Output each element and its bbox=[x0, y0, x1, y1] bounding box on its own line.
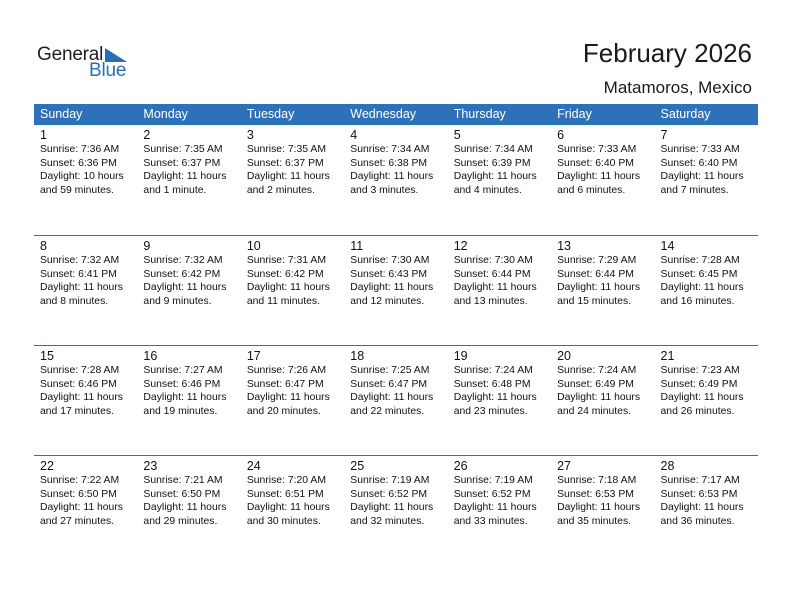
sunrise-text: Sunrise: 7:20 AM bbox=[246, 475, 326, 486]
sunrise-text: Sunrise: 7:29 AM bbox=[557, 255, 637, 266]
daylight-text: Daylight: 11 hours bbox=[557, 392, 641, 404]
day-number: 15 bbox=[40, 349, 54, 363]
day-number: 24 bbox=[246, 459, 261, 473]
sunrise-text: Sunrise: 7:24 AM bbox=[453, 365, 533, 376]
daylight-text: Daylight: 11 hours bbox=[40, 282, 123, 294]
daylight-text: Daylight: 11 hours bbox=[246, 282, 330, 294]
day-cell bbox=[448, 235, 551, 345]
sunset-text: Sunset: 6:40 PM bbox=[557, 157, 634, 169]
day-number: 14 bbox=[660, 239, 675, 253]
sunrise-text: Sunrise: 7:24 AM bbox=[557, 365, 637, 376]
day-number: 3 bbox=[246, 128, 254, 142]
day-cell bbox=[344, 125, 447, 235]
daylight-text: Daylight: 11 hours bbox=[143, 392, 227, 404]
day-number: 5 bbox=[453, 128, 461, 142]
day-cell bbox=[34, 235, 137, 345]
daylight-text: Daylight: 11 hours bbox=[246, 392, 330, 404]
day-number: 1 bbox=[40, 128, 47, 142]
sunrise-text: Sunrise: 7:34 AM bbox=[453, 144, 533, 155]
daylight-text: Daylight: 11 hours bbox=[660, 392, 744, 404]
sunrise-text: Sunrise: 7:32 AM bbox=[40, 255, 120, 266]
sunset-text: Sunset: 6:41 PM bbox=[40, 268, 117, 280]
sunrise-text: Sunrise: 7:25 AM bbox=[350, 365, 430, 376]
day-cell bbox=[551, 235, 654, 345]
sunrise-text: Sunrise: 7:36 AM bbox=[40, 144, 120, 155]
day-number: 7 bbox=[660, 128, 668, 142]
sunset-text: Sunset: 6:42 PM bbox=[246, 268, 324, 280]
daylight-minutes-text: and 30 minutes. bbox=[246, 515, 321, 527]
day-cell bbox=[34, 345, 137, 455]
daylight-minutes-text: and 2 minutes. bbox=[246, 184, 316, 196]
day-cell bbox=[551, 345, 654, 455]
sunset-text: Sunset: 6:50 PM bbox=[40, 488, 117, 500]
sunrise-text: Sunrise: 7:28 AM bbox=[40, 365, 120, 376]
daylight-minutes-text: and 22 minutes. bbox=[350, 405, 425, 417]
daylight-text: Daylight: 11 hours bbox=[557, 282, 641, 294]
day-number: 4 bbox=[350, 128, 358, 142]
location-label: Matamoros, Mexico bbox=[603, 78, 752, 97]
day-number: 13 bbox=[557, 239, 572, 253]
page-title: February 2026 bbox=[582, 38, 752, 68]
sunset-text: Sunset: 6:46 PM bbox=[143, 378, 221, 390]
sunrise-text: Sunrise: 7:31 AM bbox=[246, 255, 326, 266]
daylight-text: Daylight: 11 hours bbox=[453, 392, 537, 404]
day-cell bbox=[137, 235, 240, 345]
daylight-minutes-text: and 7 minutes. bbox=[660, 184, 729, 196]
sunset-text: Sunset: 6:53 PM bbox=[557, 488, 634, 500]
sunrise-text: Sunrise: 7:28 AM bbox=[660, 255, 740, 266]
daylight-minutes-text: and 33 minutes. bbox=[453, 515, 528, 527]
day-number: 2 bbox=[143, 128, 151, 142]
daylight-text: Daylight: 11 hours bbox=[246, 502, 330, 514]
daylight-text: Daylight: 11 hours bbox=[143, 502, 227, 514]
day-number: 16 bbox=[143, 349, 158, 363]
sunrise-text: Sunrise: 7:30 AM bbox=[350, 255, 430, 266]
week-row bbox=[34, 125, 758, 235]
day-cell bbox=[551, 125, 654, 235]
daylight-minutes-text: and 27 minutes. bbox=[40, 515, 114, 527]
day-number: 25 bbox=[350, 459, 365, 473]
sunset-text: Sunset: 6:43 PM bbox=[350, 268, 428, 280]
weekday-thursday: Thursday bbox=[453, 107, 506, 121]
day-cell bbox=[344, 455, 447, 565]
sunset-text: Sunset: 6:36 PM bbox=[40, 157, 117, 169]
daylight-text: Daylight: 11 hours bbox=[453, 171, 537, 183]
sunset-text: Sunset: 6:40 PM bbox=[660, 157, 738, 169]
daylight-text: Daylight: 11 hours bbox=[557, 171, 641, 183]
sunset-text: Sunset: 6:49 PM bbox=[660, 378, 738, 390]
day-cell bbox=[137, 125, 240, 235]
sunset-text: Sunset: 6:46 PM bbox=[40, 378, 117, 390]
sunrise-text: Sunrise: 7:27 AM bbox=[143, 365, 223, 376]
day-number: 26 bbox=[453, 459, 468, 473]
sunrise-text: Sunrise: 7:33 AM bbox=[660, 144, 740, 155]
day-cell bbox=[344, 345, 447, 455]
daylight-text: Daylight: 11 hours bbox=[350, 171, 434, 183]
day-cell bbox=[448, 125, 551, 235]
sunrise-text: Sunrise: 7:26 AM bbox=[246, 365, 326, 376]
weeks-container bbox=[34, 125, 758, 565]
sunrise-text: Sunrise: 7:34 AM bbox=[350, 144, 430, 155]
sunset-text: Sunset: 6:37 PM bbox=[143, 157, 221, 169]
day-cell bbox=[241, 345, 344, 455]
daylight-text: Daylight: 11 hours bbox=[40, 392, 123, 404]
sunset-text: Sunset: 6:45 PM bbox=[660, 268, 738, 280]
weekday-wednesday: Wednesday bbox=[350, 107, 417, 121]
daylight-text: Daylight: 11 hours bbox=[40, 502, 123, 514]
day-number: 23 bbox=[143, 459, 158, 473]
daylight-minutes-text: and 8 minutes. bbox=[40, 295, 109, 307]
daylight-minutes-text: and 36 minutes. bbox=[660, 515, 735, 527]
daylight-minutes-text: and 59 minutes. bbox=[40, 184, 114, 196]
day-cell bbox=[137, 345, 240, 455]
day-cell bbox=[34, 455, 137, 565]
daylight-text: Daylight: 10 hours bbox=[40, 171, 124, 183]
week-row bbox=[34, 455, 758, 565]
sunset-text: Sunset: 6:47 PM bbox=[246, 378, 324, 390]
day-number: 8 bbox=[40, 239, 47, 253]
weekday-saturday: Saturday bbox=[660, 107, 711, 121]
sunset-text: Sunset: 6:52 PM bbox=[350, 488, 428, 500]
daylight-minutes-text: and 26 minutes. bbox=[660, 405, 735, 417]
weekday-tuesday: Tuesday bbox=[246, 107, 295, 121]
daylight-text: Daylight: 11 hours bbox=[350, 392, 434, 404]
daylight-minutes-text: and 11 minutes. bbox=[246, 295, 321, 307]
daylight-text: Daylight: 11 hours bbox=[660, 171, 744, 183]
sunrise-text: Sunrise: 7:17 AM bbox=[660, 475, 740, 486]
daylight-text: Daylight: 11 hours bbox=[453, 282, 537, 294]
day-number: 12 bbox=[453, 239, 468, 253]
day-cell bbox=[241, 455, 344, 565]
day-number: 19 bbox=[453, 349, 468, 363]
sunrise-text: Sunrise: 7:18 AM bbox=[557, 475, 637, 486]
daylight-text: Daylight: 11 hours bbox=[350, 282, 434, 294]
day-cell bbox=[655, 235, 758, 345]
logo bbox=[37, 44, 137, 80]
sunrise-text: Sunrise: 7:19 AM bbox=[350, 475, 430, 486]
daylight-text: Daylight: 11 hours bbox=[660, 502, 744, 514]
day-number: 17 bbox=[246, 349, 261, 363]
sunset-text: Sunset: 6:51 PM bbox=[246, 488, 324, 500]
daylight-minutes-text: and 23 minutes. bbox=[453, 405, 528, 417]
daylight-minutes-text: and 29 minutes. bbox=[143, 515, 218, 527]
daylight-minutes-text: and 12 minutes. bbox=[350, 295, 425, 307]
daylight-minutes-text: and 9 minutes. bbox=[143, 295, 212, 307]
sunrise-text: Sunrise: 7:35 AM bbox=[143, 144, 223, 155]
daylight-minutes-text: and 6 minutes. bbox=[557, 184, 626, 196]
day-cell bbox=[34, 125, 137, 235]
day-cell bbox=[241, 125, 344, 235]
daylight-minutes-text: and 16 minutes. bbox=[660, 295, 735, 307]
day-number: 28 bbox=[660, 459, 675, 473]
weekday-header bbox=[34, 104, 758, 125]
sunset-text: Sunset: 6:44 PM bbox=[453, 268, 531, 280]
day-number: 27 bbox=[557, 459, 572, 473]
day-number: 18 bbox=[350, 349, 365, 363]
day-number: 10 bbox=[246, 239, 261, 253]
sunrise-text: Sunrise: 7:35 AM bbox=[246, 144, 326, 155]
day-cell bbox=[241, 235, 344, 345]
weekday-monday: Monday bbox=[143, 107, 188, 121]
sunrise-text: Sunrise: 7:19 AM bbox=[453, 475, 533, 486]
daylight-text: Daylight: 11 hours bbox=[143, 171, 227, 183]
sunset-text: Sunset: 6:37 PM bbox=[246, 157, 324, 169]
day-cell bbox=[448, 345, 551, 455]
daylight-text: Daylight: 11 hours bbox=[453, 502, 537, 514]
daylight-minutes-text: and 24 minutes. bbox=[557, 405, 632, 417]
daylight-minutes-text: and 4 minutes. bbox=[453, 184, 522, 196]
sunset-text: Sunset: 6:38 PM bbox=[350, 157, 428, 169]
sunrise-text: Sunrise: 7:32 AM bbox=[143, 255, 223, 266]
day-number: 11 bbox=[350, 239, 364, 253]
week-row bbox=[34, 235, 758, 345]
sunset-text: Sunset: 6:44 PM bbox=[557, 268, 634, 280]
sunset-text: Sunset: 6:50 PM bbox=[143, 488, 221, 500]
day-cell bbox=[448, 455, 551, 565]
sunrise-text: Sunrise: 7:30 AM bbox=[453, 255, 533, 266]
daylight-minutes-text: and 13 minutes. bbox=[453, 295, 528, 307]
day-cell bbox=[344, 235, 447, 345]
sunset-text: Sunset: 6:49 PM bbox=[557, 378, 634, 390]
logo-word-general: General bbox=[37, 44, 104, 65]
sunset-text: Sunset: 6:42 PM bbox=[143, 268, 221, 280]
daylight-text: Daylight: 11 hours bbox=[557, 502, 641, 514]
day-number: 20 bbox=[557, 349, 572, 363]
weekday-friday: Friday bbox=[557, 107, 592, 121]
day-cell bbox=[655, 345, 758, 455]
day-number: 6 bbox=[557, 128, 565, 142]
sunset-text: Sunset: 6:48 PM bbox=[453, 378, 531, 390]
daylight-minutes-text: and 19 minutes. bbox=[143, 405, 218, 417]
day-cell bbox=[655, 125, 758, 235]
sunrise-text: Sunrise: 7:22 AM bbox=[40, 475, 120, 486]
sunset-text: Sunset: 6:53 PM bbox=[660, 488, 738, 500]
daylight-minutes-text: and 20 minutes. bbox=[246, 405, 321, 417]
daylight-minutes-text: and 17 minutes. bbox=[40, 405, 114, 417]
daylight-text: Daylight: 11 hours bbox=[660, 282, 744, 294]
daylight-minutes-text: and 32 minutes. bbox=[350, 515, 425, 527]
sunset-text: Sunset: 6:47 PM bbox=[350, 378, 428, 390]
sunset-text: Sunset: 6:39 PM bbox=[453, 157, 531, 169]
daylight-minutes-text: and 1 minute. bbox=[143, 184, 207, 196]
logo-word-blue: Blue bbox=[89, 60, 127, 81]
day-cell bbox=[551, 455, 654, 565]
day-cell bbox=[655, 455, 758, 565]
calendar-grid bbox=[34, 104, 758, 565]
weekday-sunday: Sunday bbox=[40, 107, 83, 121]
daylight-minutes-text: and 3 minutes. bbox=[350, 184, 419, 196]
daylight-text: Daylight: 11 hours bbox=[350, 502, 434, 514]
day-number: 21 bbox=[660, 349, 675, 363]
daylight-minutes-text: and 35 minutes. bbox=[557, 515, 632, 527]
daylight-text: Daylight: 11 hours bbox=[143, 282, 227, 294]
sunrise-text: Sunrise: 7:23 AM bbox=[660, 365, 740, 376]
sunrise-text: Sunrise: 7:21 AM bbox=[143, 475, 223, 486]
day-number: 22 bbox=[40, 459, 54, 473]
week-row bbox=[34, 345, 758, 455]
daylight-minutes-text: and 15 minutes. bbox=[557, 295, 632, 307]
day-number: 9 bbox=[143, 239, 151, 253]
daylight-text: Daylight: 11 hours bbox=[246, 171, 330, 183]
sunrise-text: Sunrise: 7:33 AM bbox=[557, 144, 637, 155]
day-cell bbox=[137, 455, 240, 565]
sunset-text: Sunset: 6:52 PM bbox=[453, 488, 531, 500]
